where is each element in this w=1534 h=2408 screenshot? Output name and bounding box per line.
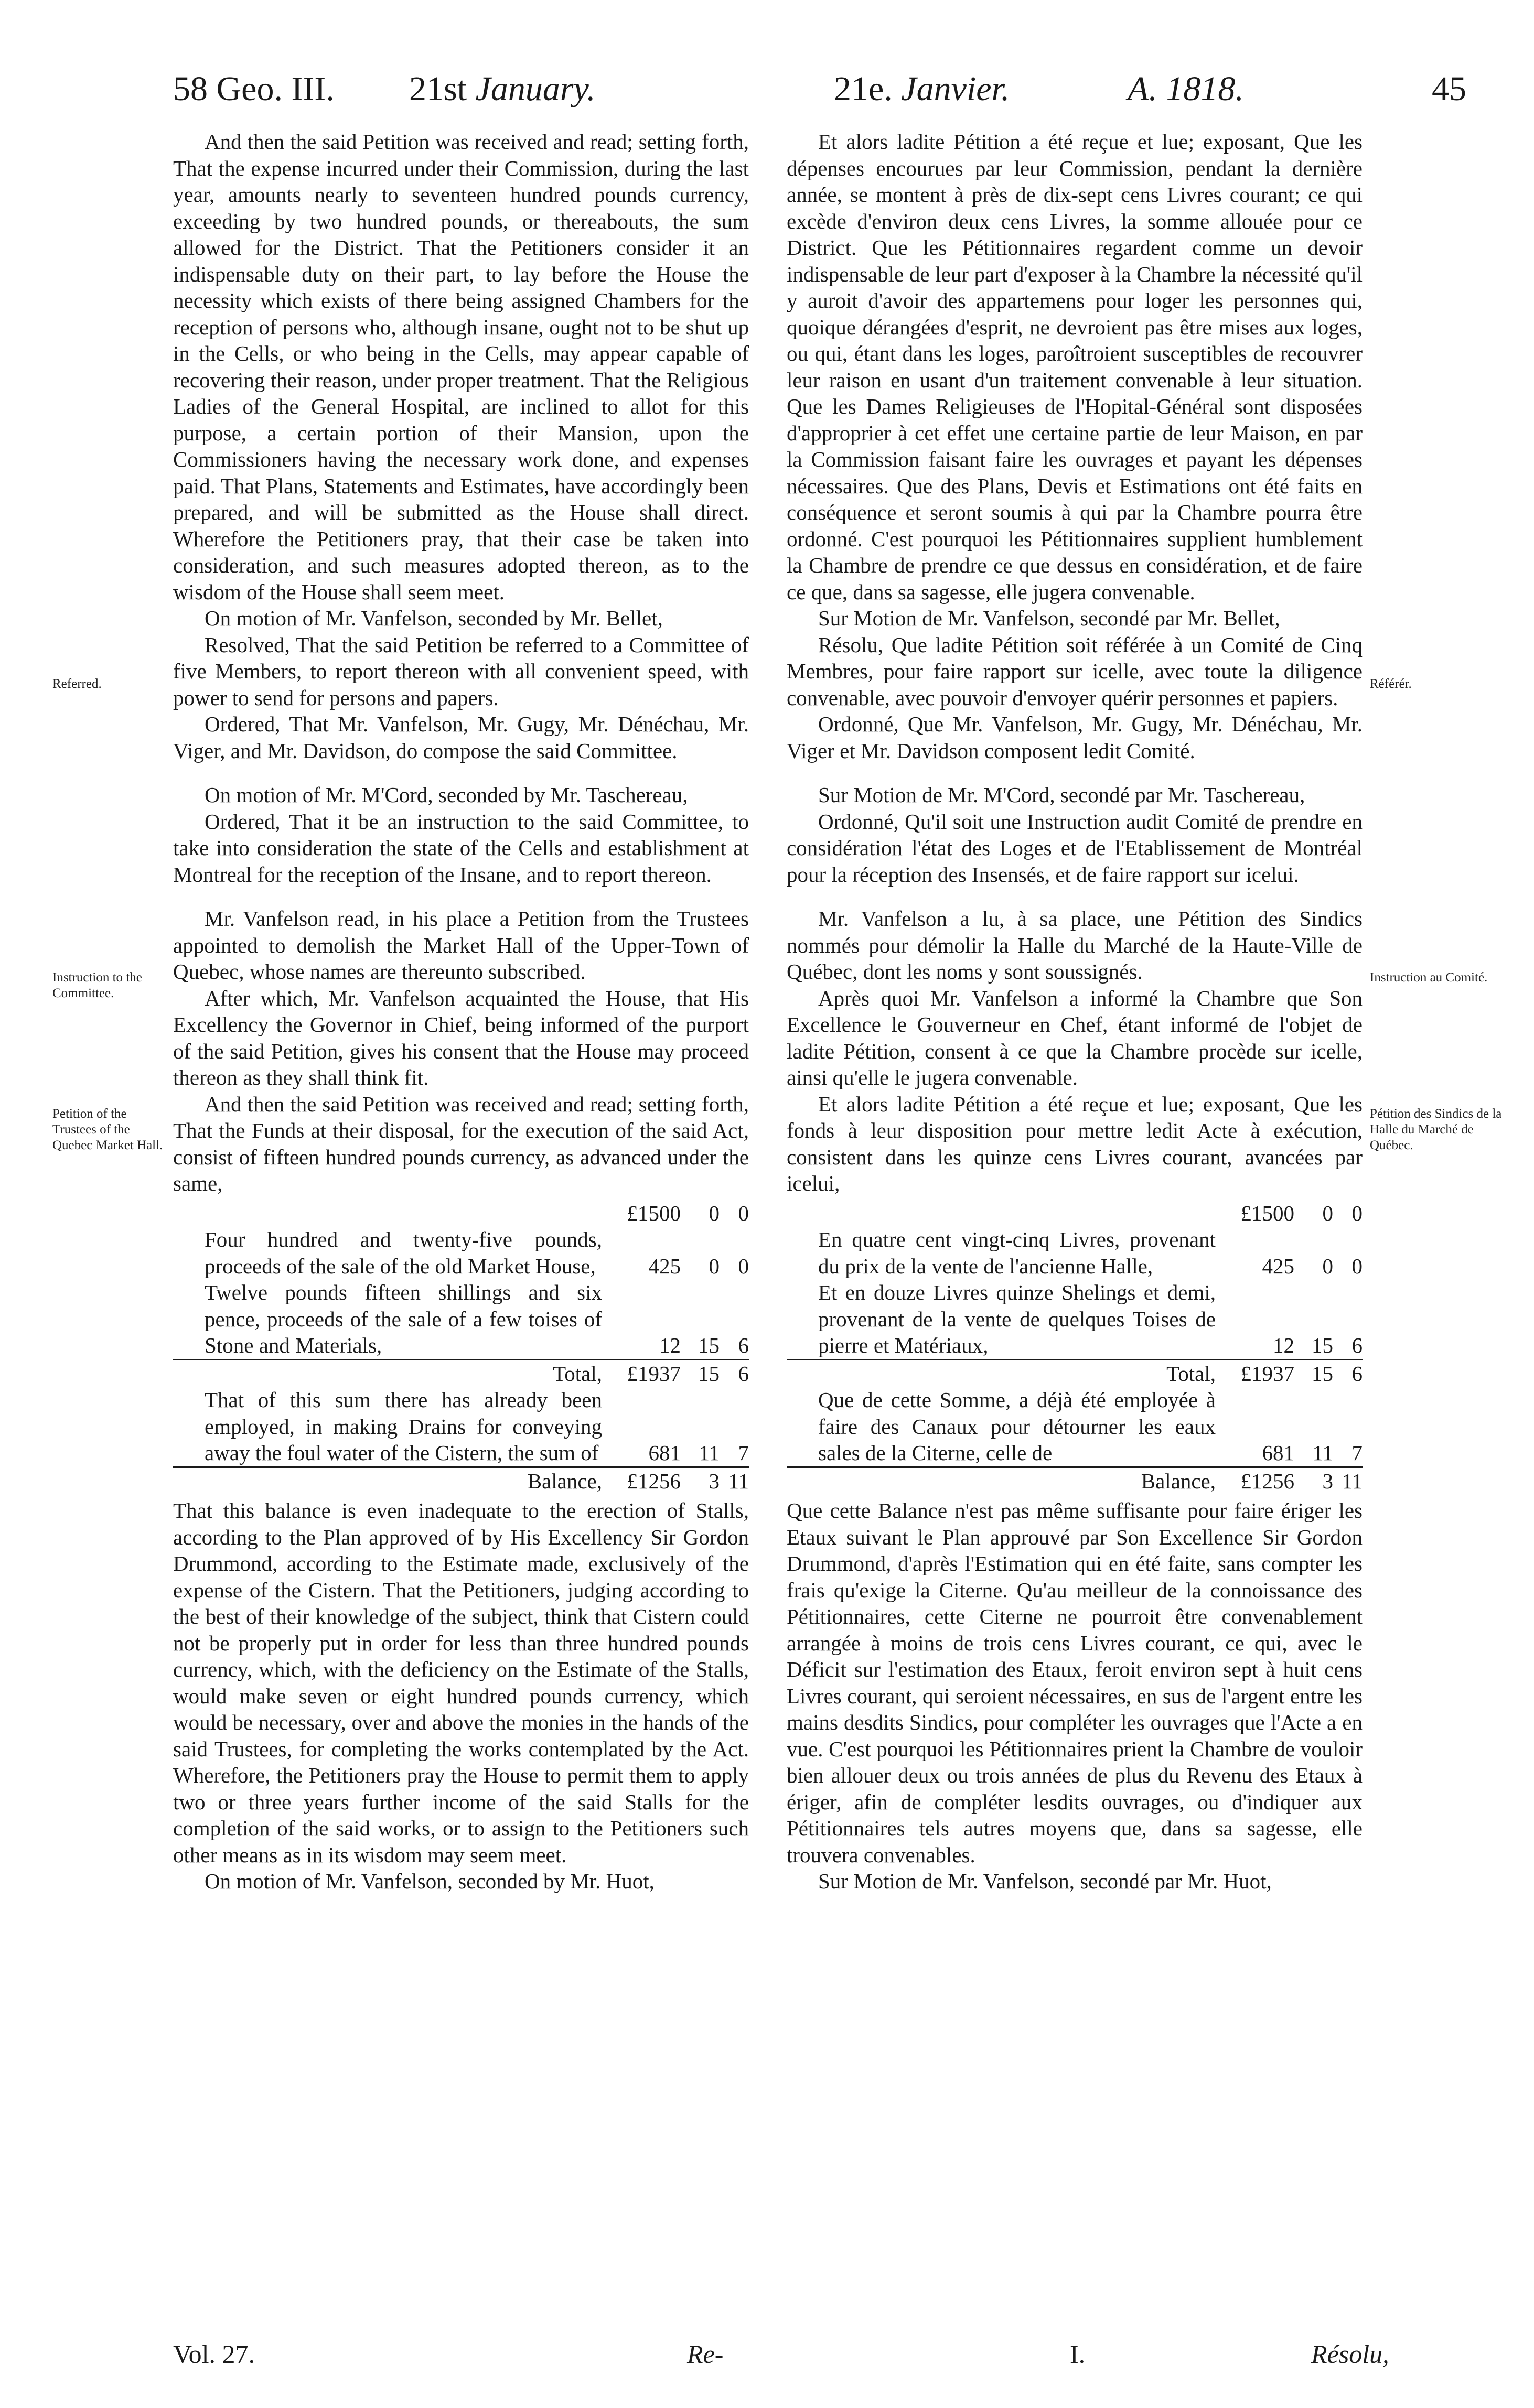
paragraph: And then the said Petition was received and read; setting forth, That the expense incurred under their Commission, during the last year, amounts nearly to seventeen hundred pounds currency, exceeding by two hundred pounds, or thereabouts, the sum allowed for the District. That the Petitioners consider it an indispensable duty on their part, to lay before the House the necessity which exists of there being assigned Chambers for the reception of persons who, although insane, ought not to be shut up in the Cells, or who being in the Cells, may appear capable of recovering their reason, under proper treatment. That the Religious Ladies of the General Hospital, are inclined to allot for this purpose, a certain portion of their Mansion, upon the Commissioners having the necessary work done, and expenses paid. That Plans, Statements and Estimates, have accordingly been prepared, and will be submitted as the House shall direct. Wherefore the Petitioners pray, that their case be taken into consideration, and such measures adopted thereon, as to the wisdom of the House shall seem meet. bbox=[173, 129, 749, 604]
paragraph: Et alors ladite Pétition a été reçue et lue; exposant, Que les fonds à leur disposition pour mettre ledit Acte à exécution, consistent dans les quinze cens Livres courant, avancées par icelui, bbox=[787, 1092, 1363, 1195]
resolution: Résolu, Que ladite Pétition soit référée à un Comité de Cinq Membres, pour faire rapport sur icelle, avec toute la diligence convenable, avec pouvoir d'envoyer quérir personnes et papiers. bbox=[787, 632, 1363, 710]
resolution: Resolved, That the said Petition be referred to a Committee of five Members, to report thereon with all convenient speed, with power to send for persons and papers. bbox=[173, 632, 749, 710]
paragraph: That this balance is even inadequate to the erection of Stalls, according to the Plan approved of by His Excellency Sir Gordon Drummond, according to the Estimate made, exclusively of the expense of the Cistern. That the Petitioners, judging according to the best of their knowledge of the subject, think that Cistern could not be properly put in order for less than three hundred pounds currency, which, with the deficiency on the Estimate of the Stalls, would make seven or eight hundred pounds currency, which would be necessary, over and above the monies in the hands of the said Trustees, for completing the works contemplated by the Act. Wherefore, the Petitioners pray the House to permit them to apply two or three years further income of the said Stalls for the completion of the said works, or to assign to the Petitioners such other means as in its wisdom may seem meet. bbox=[173, 1498, 749, 1867]
order: Ordered, That Mr. Vanfelson, Mr. Gugy, Mr. Dénéchau, Mr. Viger, and Mr. Davidson, do compose the said Committee. bbox=[173, 712, 749, 763]
paragraph: After which, Mr. Vanfelson acquainted the House, that His Excellency the Governor in Chief, being informed of the purport of the said Petition, gives his consent that the House may proceed thereon as they shall think fit. bbox=[173, 986, 749, 1089]
date-french: 21e. Janvier. bbox=[834, 70, 1010, 108]
table-row: £1500 0 0 bbox=[1240, 1201, 1363, 1225]
paragraph: And then the said Petition was received and read; setting forth, That the Funds at their disposal, for the execution of the said Act, consist of fifteen hundred pounds currency, as advanced under the same, bbox=[173, 1092, 749, 1195]
paragraph: Après quoi Mr. Vanfelson a informé la Chambre que Son Excellence le Gouverneur en Chef, étant informé de l'objet de ladite Pétition, consent à ce que la Chambre procède sur icelle, ainsi qu'elle le jugera convenable. bbox=[787, 986, 1363, 1089]
order: Ordonné, Que Mr. Vanfelson, Mr. Gugy, Mr. Dénéchau, Mr. Viger et Mr. Davidson composent ledit Comité. bbox=[787, 712, 1363, 763]
funds-table bbox=[173, 1200, 749, 1495]
total-row: Total, £1937 15 6 bbox=[1166, 1361, 1363, 1386]
order: Ordered, That it be an instruction to the said Committee, to take into consideration the state of the Cells and establishment at Montreal for the reception of the Insane, and to report thereon. bbox=[173, 809, 749, 887]
order: Ordonné, Qu'il soit une Instruction audit Comité de prendre en considération l'état des Loges et de l'Etablissement de Montréal pour la réception des Insensés, et de faire rapport sur icelui. bbox=[787, 809, 1363, 887]
funds-table bbox=[787, 1200, 1363, 1495]
total-row: Total, £1937 15 6 bbox=[553, 1361, 749, 1386]
motion-line: On motion of Mr. M'Cord, seconded by Mr. Taschereau, bbox=[205, 783, 688, 807]
signature-mark: I. bbox=[1070, 2339, 1086, 2369]
french-column bbox=[787, 128, 1363, 1895]
paragraph: Que cette Balance n'est pas même suffisante pour faire ériger les Etaux suivant le Plan approuvé par Son Excellence Sir Gordon Drummond, d'après l'Estimation qui en été faite, sans compter les frais qu'exige la Citerne. Qu'au meilleur de la connoissance des Pétitionnaires, cette Citerne ne pourroit être convenablement arrangée à moins de trois cens Livres courant, ce qui, avec le Déficit sur l'estimation des Etaux, feroit environ sept à huit cens Livres courant, qui seroient nécessaires, en sus de l'argent entre les mains desdits Sindics, pour compléter les ouvrages que l'Acte a en vue. C'est pourquoi les Pétitionnaires prient la Chambre de vouloir bien allouer deux ou trois années de plus du Revenu des Etaux à ériger, afin de compléter lesdits ouvrages, ou d'indiquer aux Pétitionnaires tels autres moyens que, dans sa sagesse, elle trouvera convenables. bbox=[787, 1498, 1363, 1867]
table-row: En quatre cent vingt-cinq Livres, provenant du prix de la vente de l'ancienne Halle, 425 0 0 bbox=[818, 1227, 1363, 1278]
motion-line: Sur Motion de Mr. M'Cord, secondé par Mr. Taschereau, bbox=[818, 783, 1305, 807]
paragraph: Mr. Vanfelson a lu, à sa place, une Pétition des Sindics nommés pour démolir la Halle du Marché de la Haute-Ville de Québec, dont les noms y sont soussignés. bbox=[787, 906, 1363, 984]
page-number: 45 bbox=[1432, 70, 1466, 108]
margin-note-instruction-fr: Instruction au Comité. bbox=[1370, 970, 1488, 985]
margin-note-instruction-en: Instruction to the Committee. bbox=[52, 970, 142, 1000]
table-row: Et en douze Livres quinze Shelings et demi, provenant de la vente de quelques Toises de pierre et Matériaux, 12 15 6 bbox=[787, 1279, 1363, 1359]
table-row: Four hundred and twenty-five pounds, proceeds of the sale of the old Market House, 425 0 0 bbox=[205, 1227, 749, 1278]
date-english: 21st January. bbox=[409, 70, 596, 108]
table-row: That of this sum there has already been employed, in making Drains for conveying away the foul water of the Cistern, the sum of 681 11 7 bbox=[173, 1387, 749, 1467]
motion-line: On motion of Mr. Vanfelson, seconded by Mr. Huot, bbox=[205, 1869, 655, 1893]
balance-row: Balance, £1256 3 11 bbox=[527, 1468, 749, 1493]
volume-label: Vol. 27. bbox=[173, 2339, 255, 2369]
reign-heading: 58 Geo. III. bbox=[173, 70, 335, 108]
english-column bbox=[173, 128, 749, 1895]
motion-line: On motion of Mr. Vanfelson, seconded by Mr. Bellet, bbox=[205, 606, 663, 630]
margin-note-referer: Référér. bbox=[1370, 677, 1412, 691]
table-row: Que de cette Somme, a déjà été employée à faire des Canaux pour détourner les eaux sales de la Citerne, celle de 681 11 7 bbox=[787, 1387, 1363, 1467]
balance-row: Balance, £1256 3 11 bbox=[1141, 1468, 1363, 1493]
margin-note-petition-fr: Pétition des Sindics de la Halle du Marché de Québec. bbox=[1370, 1107, 1502, 1152]
year-heading: A. 1818. bbox=[1128, 70, 1244, 108]
table-row: £1500 0 0 bbox=[627, 1201, 749, 1225]
margin-note-petition-en: Petition of the Trustees of the Quebec Market Hall. bbox=[52, 1107, 163, 1152]
motion-line: Sur Motion de Mr. Vanfelson, secondé par Mr. Bellet, bbox=[818, 606, 1280, 630]
margin-note-referred: Referred. bbox=[52, 677, 102, 691]
catchword-french: Résolu, bbox=[1311, 2339, 1389, 2369]
paragraph: Mr. Vanfelson read, in his place a Petition from the Trustees appointed to demolish the Market Hall of the Upper-Town of Quebec, whose names are thereunto subscribed. bbox=[173, 906, 749, 984]
table-row: Twelve pounds fifteen shillings and six pence, proceeds of the sale of a few toises of Stone and Materials, 12 15 6 bbox=[173, 1279, 749, 1359]
catchword-english: Re- bbox=[687, 2339, 724, 2369]
paragraph: Et alors ladite Pétition a été reçue et lue; exposant, Que les dépenses encourues par leur Commission, pendant la dernière année, se montent à près de dix-sept cens Livres courant; ce qui excède d'environ deux cens Livres, la somme allouée pour ce District. Que les Pétitionnaires regardent comme un devoir indispensable de leur part d'exposer à la Chambre la nécessité qu'il y auroit d'avoir des appartemens pour loger les personnes qui, quoique dérangées d'esprit, ne devroient pas être mises aux loges, ou qui, étant dans les loges, paroîtroient susceptibles de recouvrer leur raison en usant d'un traitement convenable à leur situation. Que les Dames Religieuses de l'Hopital-Général sont disposées d'approprier à cet effet une certaine partie de leur Maison, en par la Commission faisant faire les ouvrages et payant les dépenses nécessaires. Que des Plans, Devis et Estimations ont été faits en conséquence et seront soumis à qui par la Chambre pourra être ordonné. C'est pourquoi les Pétitionnaires supplient humblement la Chambre de prendre ce que dessus en considération, et de faire ce que, dans sa sagesse, elle jugera convenable. bbox=[787, 129, 1363, 604]
motion-line: Sur Motion de Mr. Vanfelson, secondé par Mr. Huot, bbox=[818, 1869, 1272, 1893]
